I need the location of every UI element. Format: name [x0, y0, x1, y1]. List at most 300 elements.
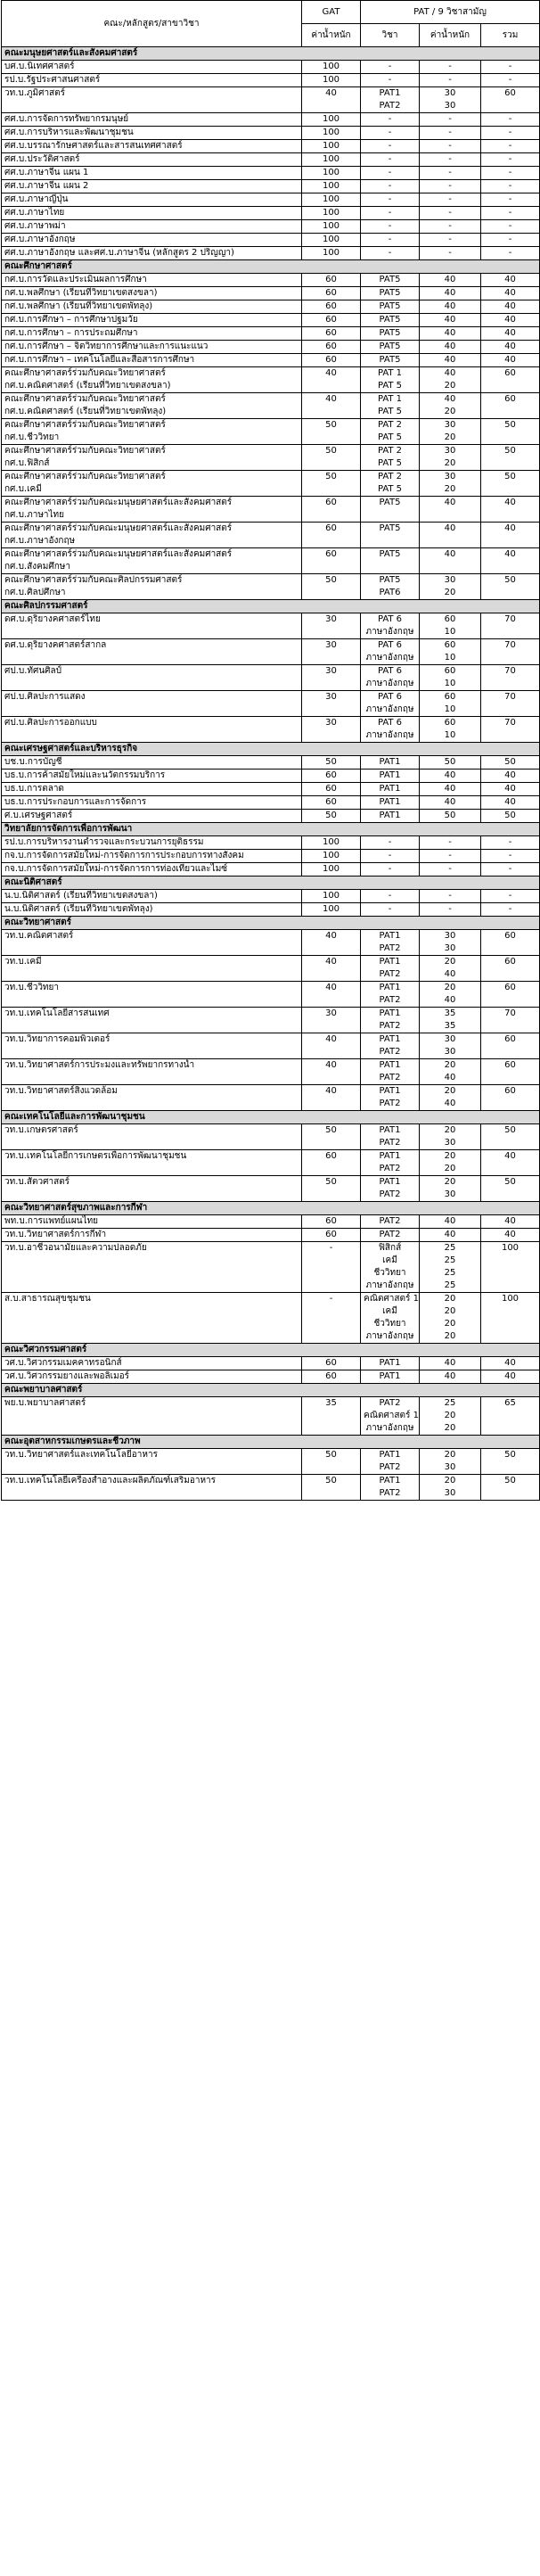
subject-weight: 10	[444, 627, 456, 637]
subject-weight: 40	[444, 797, 456, 807]
subject-weight-cell	[420, 327, 481, 341]
subject-weight: 20	[444, 1423, 456, 1433]
total-cell	[481, 1008, 540, 1033]
subject: -	[388, 194, 392, 204]
subject: PAT1	[379, 88, 401, 98]
subject-weight: 60	[444, 666, 456, 676]
total-cell	[481, 234, 540, 247]
total-weight: 100	[501, 1294, 520, 1304]
subject: PAT2	[379, 1073, 401, 1082]
gat-weight: 100	[322, 208, 340, 218]
subject: PAT 2	[377, 472, 403, 481]
table-row	[2, 274, 540, 287]
program-name	[2, 850, 302, 863]
total-weight: 40	[504, 1358, 516, 1368]
gat-weight-cell	[302, 1085, 361, 1111]
subject-weight-cell	[420, 167, 481, 180]
program-name-line: กศ.บ.พลศึกษา (เรียนที่วิทยาเขตพัทลุง)	[4, 301, 153, 311]
program-name-line: กศ.บ.ฟิสิกส์	[4, 458, 50, 468]
subject-cell	[361, 300, 420, 314]
subject: PAT 6	[377, 692, 403, 702]
faculty-name: คณะเศรษฐศาสตร์และบริหารธุรกิจ	[2, 743, 540, 756]
gat-weight: 100	[322, 181, 340, 191]
subject: -	[388, 851, 392, 860]
program-name	[2, 234, 302, 247]
subject-cell	[361, 140, 420, 153]
gat-weight-cell	[302, 445, 361, 471]
subject-weight-cell	[420, 1176, 481, 1202]
gat-weight: 40	[325, 1086, 337, 1096]
subject-weight-cell	[420, 930, 481, 956]
table-row	[2, 1449, 540, 1475]
subject-weight: -	[448, 181, 452, 191]
program-name	[2, 471, 302, 497]
gat-weight-cell	[302, 691, 361, 717]
faculty-name: วิทยาลัยการจัดการเพื่อการพัฒนา	[2, 823, 540, 836]
subject-weight-cell	[420, 770, 481, 783]
program-name-line: วท.บ.วิทยาศาสตร์การกีฬา	[4, 1230, 107, 1239]
subject-weight-cell	[420, 639, 481, 665]
subject: PAT5	[379, 498, 401, 507]
total-cell	[481, 354, 540, 367]
subject: PAT2	[379, 969, 401, 979]
subject-cell	[361, 665, 420, 691]
total-weight: 40	[504, 1151, 516, 1161]
subject-weight-cell	[420, 127, 481, 140]
table-row	[2, 982, 540, 1008]
total-weight: 60	[504, 394, 516, 404]
gat-weight: 50	[325, 757, 337, 767]
total-cell	[481, 982, 540, 1008]
program-name-line: พย.บ.พยาบาลศาสตร์	[4, 1398, 86, 1408]
subject: -	[388, 248, 392, 258]
gat-weight: 50	[325, 420, 337, 430]
total-cell	[481, 87, 540, 113]
gat-weight-cell	[302, 1124, 361, 1150]
total-cell	[481, 1059, 540, 1085]
subject-weight: 20	[444, 458, 456, 468]
program-name	[2, 127, 302, 140]
gat-weight: 40	[325, 1034, 337, 1044]
gat-weight: 60	[325, 498, 337, 507]
total-weight: 50	[504, 811, 516, 820]
subject-cell	[361, 1033, 420, 1059]
subject-weight: 30	[444, 1488, 456, 1498]
subject-weight-cell	[420, 1085, 481, 1111]
subject-weight-cell	[420, 574, 481, 600]
subject-weight-cell	[420, 180, 481, 193]
header-gat-weight: ค่าน้ำหนัก	[302, 24, 361, 47]
subject-cell	[361, 574, 420, 600]
subject: ภาษาอังกฤษ	[365, 679, 414, 688]
table-row	[2, 127, 540, 140]
gat-weight: 50	[325, 472, 337, 481]
program-name	[2, 574, 302, 600]
subject-cell	[361, 930, 420, 956]
total-cell	[481, 1176, 540, 1202]
program-name-line: วท.บ.เทคโนโลยีเครื่องสำอางและผลิตภัณฑ์เสริมอาหาร	[4, 1476, 217, 1486]
faculty-name: คณะพยาบาลศาสตร์	[2, 1384, 540, 1397]
gat-weight-cell	[302, 574, 361, 600]
subject: ภาษาอังกฤษ	[365, 653, 414, 663]
program-name	[2, 1124, 302, 1150]
subject-weight: 20	[444, 1164, 456, 1173]
program-name-line: ศศ.บ.ภาษาไทย	[4, 208, 65, 218]
gat-weight-cell	[302, 1475, 361, 1501]
subject-weight: 20	[444, 381, 456, 391]
subject-cell	[361, 1085, 420, 1111]
subject-cell	[361, 1370, 420, 1384]
faculty-name: คณะวิทยาศาสตร์สุขภาพและการกีฬา	[2, 1202, 540, 1215]
subject-weight: 40	[444, 1358, 456, 1368]
subject-weight: 25	[444, 1255, 456, 1265]
subject-cell	[361, 367, 420, 393]
program-name	[2, 1475, 302, 1501]
subject-cell	[361, 87, 420, 113]
gat-weight-cell	[302, 113, 361, 127]
subject-weight-cell	[420, 74, 481, 87]
total-cell	[481, 167, 540, 180]
subject-weight: 40	[444, 1099, 456, 1108]
total-cell	[481, 300, 540, 314]
subject: PAT1	[379, 1060, 401, 1070]
total-weight: -	[508, 904, 512, 914]
program-name	[2, 1229, 302, 1242]
subject-weight: 30	[444, 446, 456, 456]
program-name	[2, 445, 302, 471]
program-name	[2, 287, 302, 300]
subject-weight: 20	[444, 1294, 456, 1304]
subject-weight: 30	[444, 1138, 456, 1148]
gat-weight-cell	[302, 665, 361, 691]
subject-cell	[361, 850, 420, 863]
gat-weight: 100	[322, 248, 340, 258]
subject-weight-cell	[420, 863, 481, 876]
total-weight: 65	[504, 1398, 516, 1408]
table-row	[2, 1008, 540, 1033]
total-weight: 50	[504, 1177, 516, 1187]
program-name-line: วศ.บ.วิศวกรรมเมคคาทรอนิกส์	[4, 1358, 122, 1368]
subject-weight: 40	[444, 523, 456, 533]
subject-cell	[361, 419, 420, 445]
total-weight: 40	[504, 328, 516, 338]
total-cell	[481, 756, 540, 770]
total-weight: 50	[504, 1450, 516, 1460]
total-weight: -	[508, 128, 512, 137]
subject-cell	[361, 471, 420, 497]
gat-weight: 60	[325, 1230, 337, 1239]
table-row	[2, 1293, 540, 1344]
subject-cell	[361, 639, 420, 665]
program-name	[2, 523, 302, 548]
subject: ภาษาอังกฤษ	[365, 627, 414, 637]
program-name-line: กศ.บ.ศิลปศึกษา	[4, 588, 66, 597]
program-name	[2, 87, 302, 113]
faculty-name: คณะนิติศาสตร์	[2, 876, 540, 890]
program-name-line: วศ.บ.วิศวกรรมยางและพอลิเมอร์	[4, 1371, 130, 1381]
table-row	[2, 445, 540, 471]
program-name-line: ศ.บ.เศรษฐศาสตร์	[4, 811, 73, 820]
subject: PAT1	[379, 757, 401, 767]
program-name-line: น.บ.นิติศาสตร์ (เรียนที่วิทยาเขตพัทลุง)	[4, 904, 153, 914]
table-row	[2, 1085, 540, 1111]
total-weight: 40	[504, 1230, 516, 1239]
subject-cell	[361, 274, 420, 287]
header-pat-weight: ค่าน้ำหนัก	[420, 24, 481, 47]
table-row	[2, 574, 540, 600]
total-weight: -	[508, 154, 512, 164]
subject-weight: -	[448, 168, 452, 177]
table-row	[2, 1176, 540, 1202]
subject: ชีววิทยา	[373, 1268, 406, 1278]
subject: ชีววิทยา	[373, 1319, 406, 1329]
program-name-line: ศศ.บ.ภาษาจีน แผน 2	[4, 181, 89, 191]
subject-weight: 40	[444, 301, 456, 311]
subject: ภาษาอังกฤษ	[365, 704, 414, 714]
subject-cell	[361, 1176, 420, 1202]
total-cell	[481, 956, 540, 982]
gat-weight: 50	[325, 811, 337, 820]
total-weight: -	[508, 891, 512, 901]
program-name-line: บศ.บ.นิเทศศาสตร์	[4, 62, 75, 71]
subject-weight: 40	[444, 394, 456, 404]
subject-cell	[361, 956, 420, 982]
subject-weight-cell	[420, 367, 481, 393]
header-subject: วิชา	[361, 24, 420, 47]
subject-weight: 60	[444, 692, 456, 702]
gat-weight-cell	[302, 890, 361, 903]
program-name	[2, 341, 302, 354]
subject: PAT5	[379, 549, 401, 559]
program-name-line: กศ.บ.คณิตศาสตร์ (เรียนที่วิทยาเขตพัทลุง)	[4, 407, 167, 416]
total-cell	[481, 890, 540, 903]
subject-weight: 30	[444, 101, 456, 111]
table-row	[2, 810, 540, 823]
subject-weight: 25	[444, 1398, 456, 1408]
gat-weight-cell	[302, 836, 361, 850]
subject-weight: 20	[444, 1306, 456, 1316]
total-cell	[481, 574, 540, 600]
total-weight: 70	[504, 640, 516, 650]
program-name-line: คณะศึกษาศาสตร์ร่วมกับคณะวิทยาศาสตร์	[4, 368, 166, 378]
subject-weight: -	[448, 62, 452, 71]
program-name	[2, 1293, 302, 1344]
faculty-header-row	[2, 917, 540, 930]
subject: PAT1	[379, 811, 401, 820]
gat-weight-cell	[302, 207, 361, 220]
faculty-name: คณะวิทยาศาสตร์	[2, 917, 540, 930]
table-row	[2, 140, 540, 153]
gat-weight: 100	[322, 837, 340, 847]
gat-weight-cell	[302, 1293, 361, 1344]
subject: PAT1	[379, 1450, 401, 1460]
subject: PAT5	[379, 315, 401, 325]
subject-cell	[361, 113, 420, 127]
table-row	[2, 850, 540, 863]
faculty-header-row	[2, 600, 540, 613]
gat-weight-cell	[302, 523, 361, 548]
table-row	[2, 193, 540, 207]
total-weight: 40	[504, 288, 516, 298]
gat-weight-cell	[302, 1357, 361, 1370]
table-row	[2, 220, 540, 234]
total-cell	[481, 497, 540, 523]
gat-weight: 50	[325, 1450, 337, 1460]
total-weight: 60	[504, 368, 516, 378]
subject-weight: 20	[444, 1411, 456, 1420]
total-cell	[481, 140, 540, 153]
subject: PAT5	[379, 523, 401, 533]
program-name	[2, 113, 302, 127]
table-row	[2, 471, 540, 497]
subject-cell	[361, 810, 420, 823]
program-name-line: กศ.บ.การศึกษา – การศึกษาปฐมวัย	[4, 315, 138, 325]
faculty-header-row	[2, 1436, 540, 1449]
program-name	[2, 140, 302, 153]
gat-weight-cell	[302, 1008, 361, 1033]
program-name	[2, 639, 302, 665]
table-row	[2, 613, 540, 639]
subject-weight: 20	[444, 1450, 456, 1460]
gat-weight-cell	[302, 140, 361, 153]
table-row	[2, 1397, 540, 1436]
gat-weight: 100	[322, 75, 340, 85]
gat-weight-cell	[302, 419, 361, 445]
gat-weight: 100	[322, 194, 340, 204]
subject-cell	[361, 74, 420, 87]
total-weight: 40	[504, 315, 516, 325]
program-name	[2, 836, 302, 850]
subject-cell	[361, 354, 420, 367]
subject: PAT5	[379, 288, 401, 298]
table-row	[2, 87, 540, 113]
total-weight: -	[508, 208, 512, 218]
total-cell	[481, 613, 540, 639]
subject-cell	[361, 153, 420, 167]
program-name	[2, 367, 302, 393]
subject: ภาษาอังกฤษ	[365, 1423, 414, 1433]
subject: -	[388, 891, 392, 901]
total-weight: 60	[504, 957, 516, 967]
program-name-line: คณะศึกษาศาสตร์ร่วมกับคณะวิทยาศาสตร์	[4, 472, 166, 481]
program-name	[2, 863, 302, 876]
subject: ฟิสิกส์	[378, 1243, 402, 1253]
subject-cell	[361, 548, 420, 574]
subject: PAT1	[379, 784, 401, 794]
subject-cell	[361, 287, 420, 300]
total-cell	[481, 523, 540, 548]
gat-weight: -	[329, 1243, 333, 1253]
subject: PAT2	[379, 1138, 401, 1148]
program-name-line: ศศ.บ.ภาษาจีน แผน 1	[4, 168, 89, 177]
program-name-line: ศศ.บ.ภาษาอังกฤษ	[4, 235, 76, 244]
total-weight: 40	[504, 784, 516, 794]
table-row	[2, 903, 540, 917]
total-cell	[481, 1449, 540, 1475]
subject: PAT5	[379, 301, 401, 311]
faculty-header-row	[2, 743, 540, 756]
table-row	[2, 367, 540, 393]
faculty-name: คณะศึกษาศาสตร์	[2, 260, 540, 274]
subject: PAT 5	[377, 458, 403, 468]
subject: -	[388, 837, 392, 847]
subject-cell	[361, 890, 420, 903]
subject: -	[388, 904, 392, 914]
table-row	[2, 691, 540, 717]
faculty-name: คณะมนุษยศาสตร์และสังคมศาสตร์	[2, 47, 540, 61]
total-weight: 100	[501, 1243, 520, 1253]
total-weight: 50	[504, 420, 516, 430]
subject: PAT2	[379, 995, 401, 1005]
subject-weight-cell	[420, 1357, 481, 1370]
gat-weight-cell	[302, 1242, 361, 1293]
table-row	[2, 1215, 540, 1229]
total-cell	[481, 471, 540, 497]
subject-weight-cell	[420, 1397, 481, 1436]
subject-weight: 20	[444, 1177, 456, 1187]
table-row	[2, 1150, 540, 1176]
subject-cell	[361, 836, 420, 850]
table-row	[2, 167, 540, 180]
total-cell	[481, 1242, 540, 1293]
subject: PAT5	[379, 575, 401, 585]
subject-cell	[361, 1124, 420, 1150]
total-weight: -	[508, 168, 512, 177]
total-weight: -	[508, 851, 512, 860]
gat-weight: 100	[322, 114, 340, 124]
subject: ภาษาอังกฤษ	[365, 1331, 414, 1341]
table-row	[2, 639, 540, 665]
subject-weight: 20	[444, 1331, 456, 1341]
subject: เคมี	[382, 1306, 397, 1316]
program-name-line: กจ.บ.การจัดการสมัยใหม่-การจัดการการประกอบการทางสังคม	[4, 851, 244, 860]
subject: PAT2	[379, 1099, 401, 1108]
subject-weight-cell	[420, 87, 481, 113]
subject-weight-cell	[420, 548, 481, 574]
total-weight: 60	[504, 983, 516, 992]
subject-weight: 40	[444, 368, 456, 378]
total-cell	[481, 850, 540, 863]
total-cell	[481, 1397, 540, 1436]
subject: PAT2	[379, 943, 401, 953]
subject-cell	[361, 167, 420, 180]
subject-weight: -	[448, 194, 452, 204]
subject-weight-cell	[420, 445, 481, 471]
subject: PAT 1	[377, 368, 403, 378]
gat-weight: 100	[322, 891, 340, 901]
subject-weight-cell	[420, 220, 481, 234]
gat-weight-cell	[302, 903, 361, 917]
subject-weight-cell	[420, 1475, 481, 1501]
gat-weight-cell	[302, 796, 361, 810]
table-row	[2, 796, 540, 810]
subject-weight: 40	[444, 342, 456, 351]
total-weight: 40	[504, 523, 516, 533]
program-name-line: วท.บ.เทคโนโลยีสารสนเทศ	[4, 1008, 110, 1018]
program-name	[2, 153, 302, 167]
program-name	[2, 548, 302, 574]
subject: -	[388, 141, 392, 151]
subject: -	[388, 128, 392, 137]
subject-cell	[361, 61, 420, 74]
subject: PAT1	[379, 1086, 401, 1096]
table-row	[2, 497, 540, 523]
total-weight: -	[508, 114, 512, 124]
table-row	[2, 1229, 540, 1242]
subject-weight: 30	[444, 943, 456, 953]
subject: PAT5	[379, 355, 401, 365]
subject-weight-cell	[420, 717, 481, 743]
